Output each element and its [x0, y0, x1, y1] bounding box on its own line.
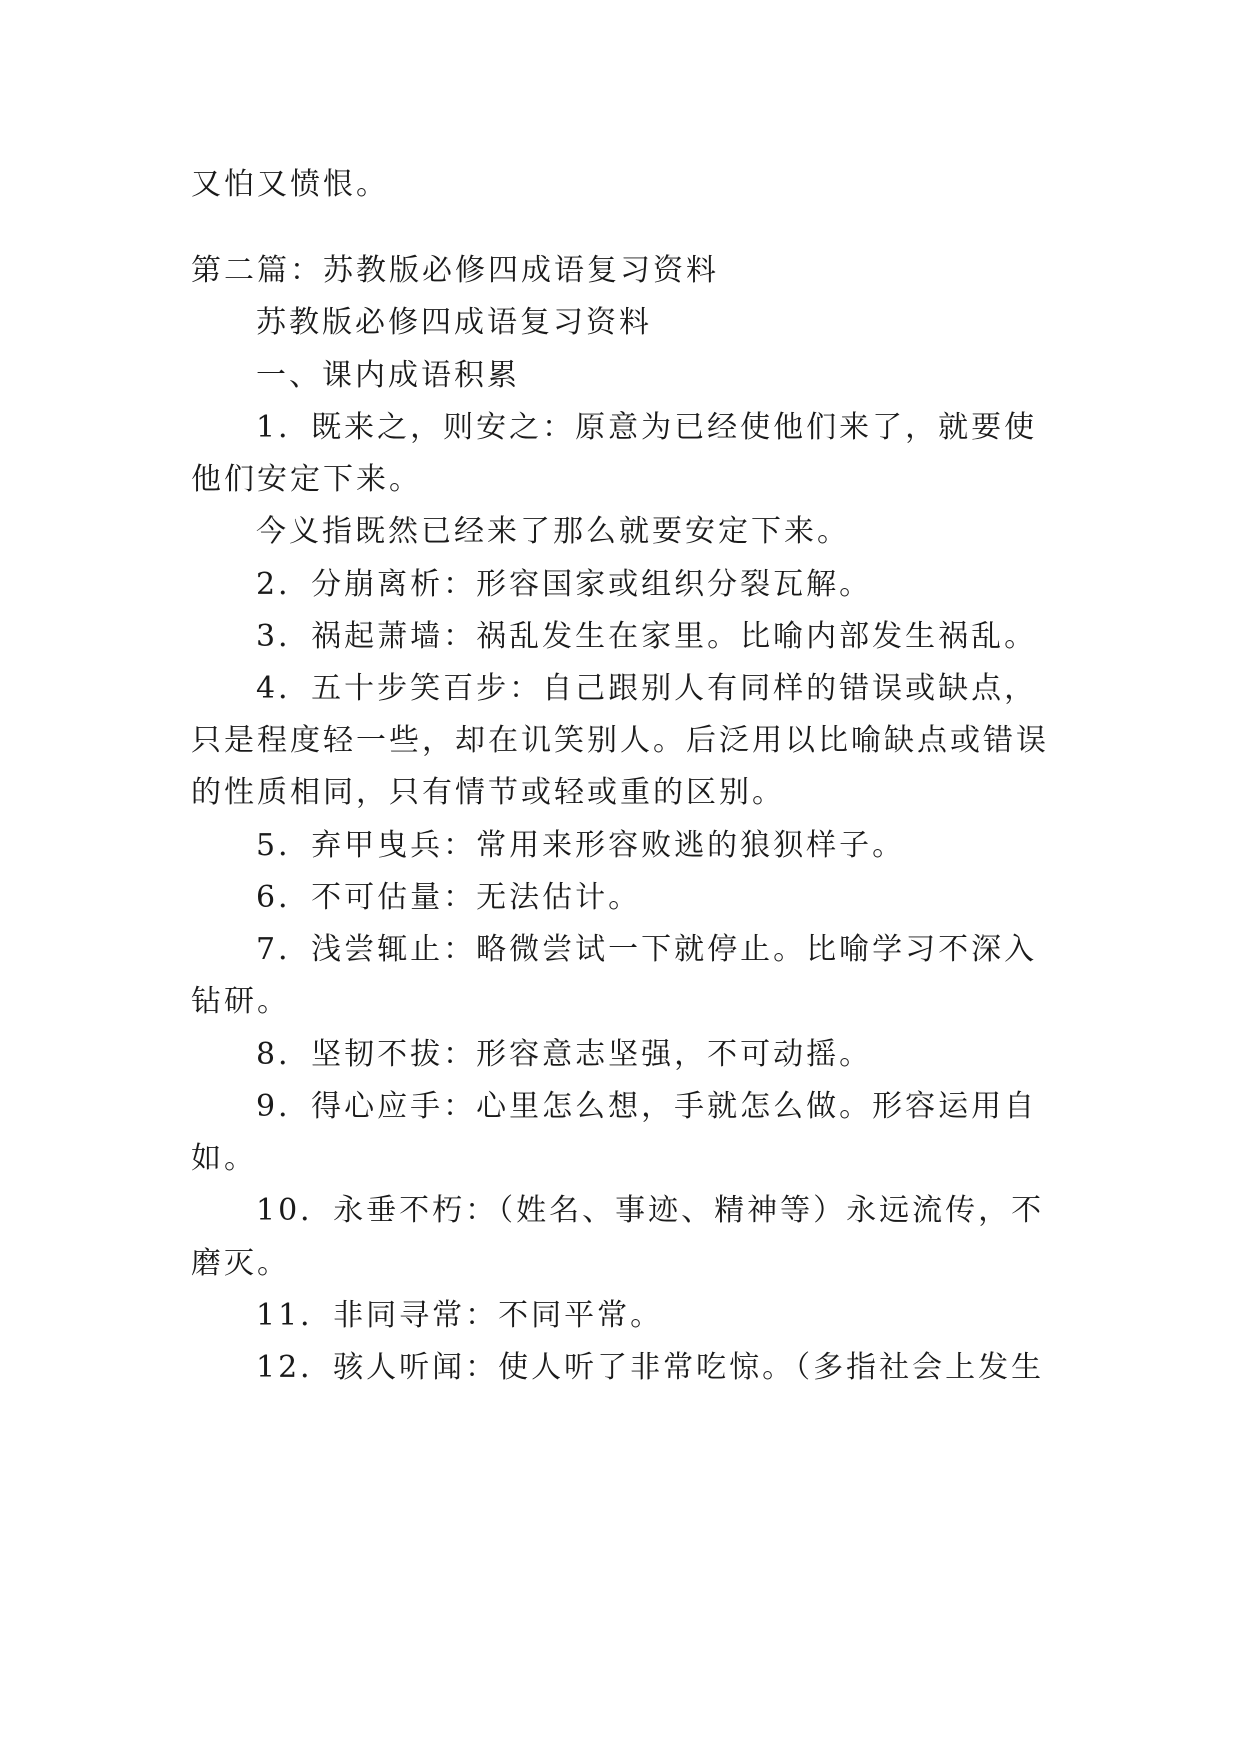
text-line: 磨灭。 [191, 1246, 290, 1281]
text-line: 10．永垂不朽：（姓名、事迹、精神等）永远流传，不 [256, 1193, 1045, 1228]
document-heading: 苏教版必修四成语复习资料 [256, 305, 652, 340]
text-line: 的性质相同，只有情节或轻或重的区别。 [191, 775, 785, 810]
subsection-heading: 一、课内成语积累 [256, 358, 520, 393]
text-line: 3．祸起萧墙：祸乱发生在家里。比喻内部发生祸乱。 [256, 619, 1038, 654]
text-line: 钻研。 [191, 984, 290, 1019]
text-line: 如。 [191, 1141, 257, 1176]
text-line: 8．坚韧不拔：形容意志坚强，不可动摇。 [256, 1037, 873, 1072]
text-line: 今义指既然已经来了那么就要安定下来。 [256, 514, 850, 549]
text-line: 11．非同寻常：不同平常。 [256, 1298, 664, 1333]
text-line: 只是程度轻一些，却在讥笑别人。后泛用以比喻缺点或错误 [191, 723, 1049, 758]
text-line: 2．分崩离析：形容国家或组织分裂瓦解。 [256, 567, 873, 602]
text-line: 又怕又愤恨。 [191, 167, 389, 202]
text-line: 6．不可估量：无法估计。 [256, 880, 642, 915]
text-line: 12．骇人听闻：使人听了非常吃惊。（多指社会上发生 [256, 1350, 1045, 1385]
text-line: 5．弃甲曳兵：常用来形容败逃的狼狈样子。 [256, 828, 906, 863]
section-title: 第二篇：苏教版必修四成语复习资料 [191, 253, 719, 288]
text-line: 7．浅尝辄止：略微尝试一下就停止。比喻学习不深入 [256, 932, 1038, 967]
text-line: 4．五十步笑百步：自己跟别人有同样的错误或缺点， [256, 671, 1038, 706]
text-line: 他们安定下来。 [191, 462, 422, 497]
text-line: 9．得心应手：心里怎么想，手就怎么做。形容运用自 [256, 1089, 1038, 1124]
text-line: 1．既来之，则安之：原意为已经使他们来了，就要使 [256, 410, 1038, 445]
